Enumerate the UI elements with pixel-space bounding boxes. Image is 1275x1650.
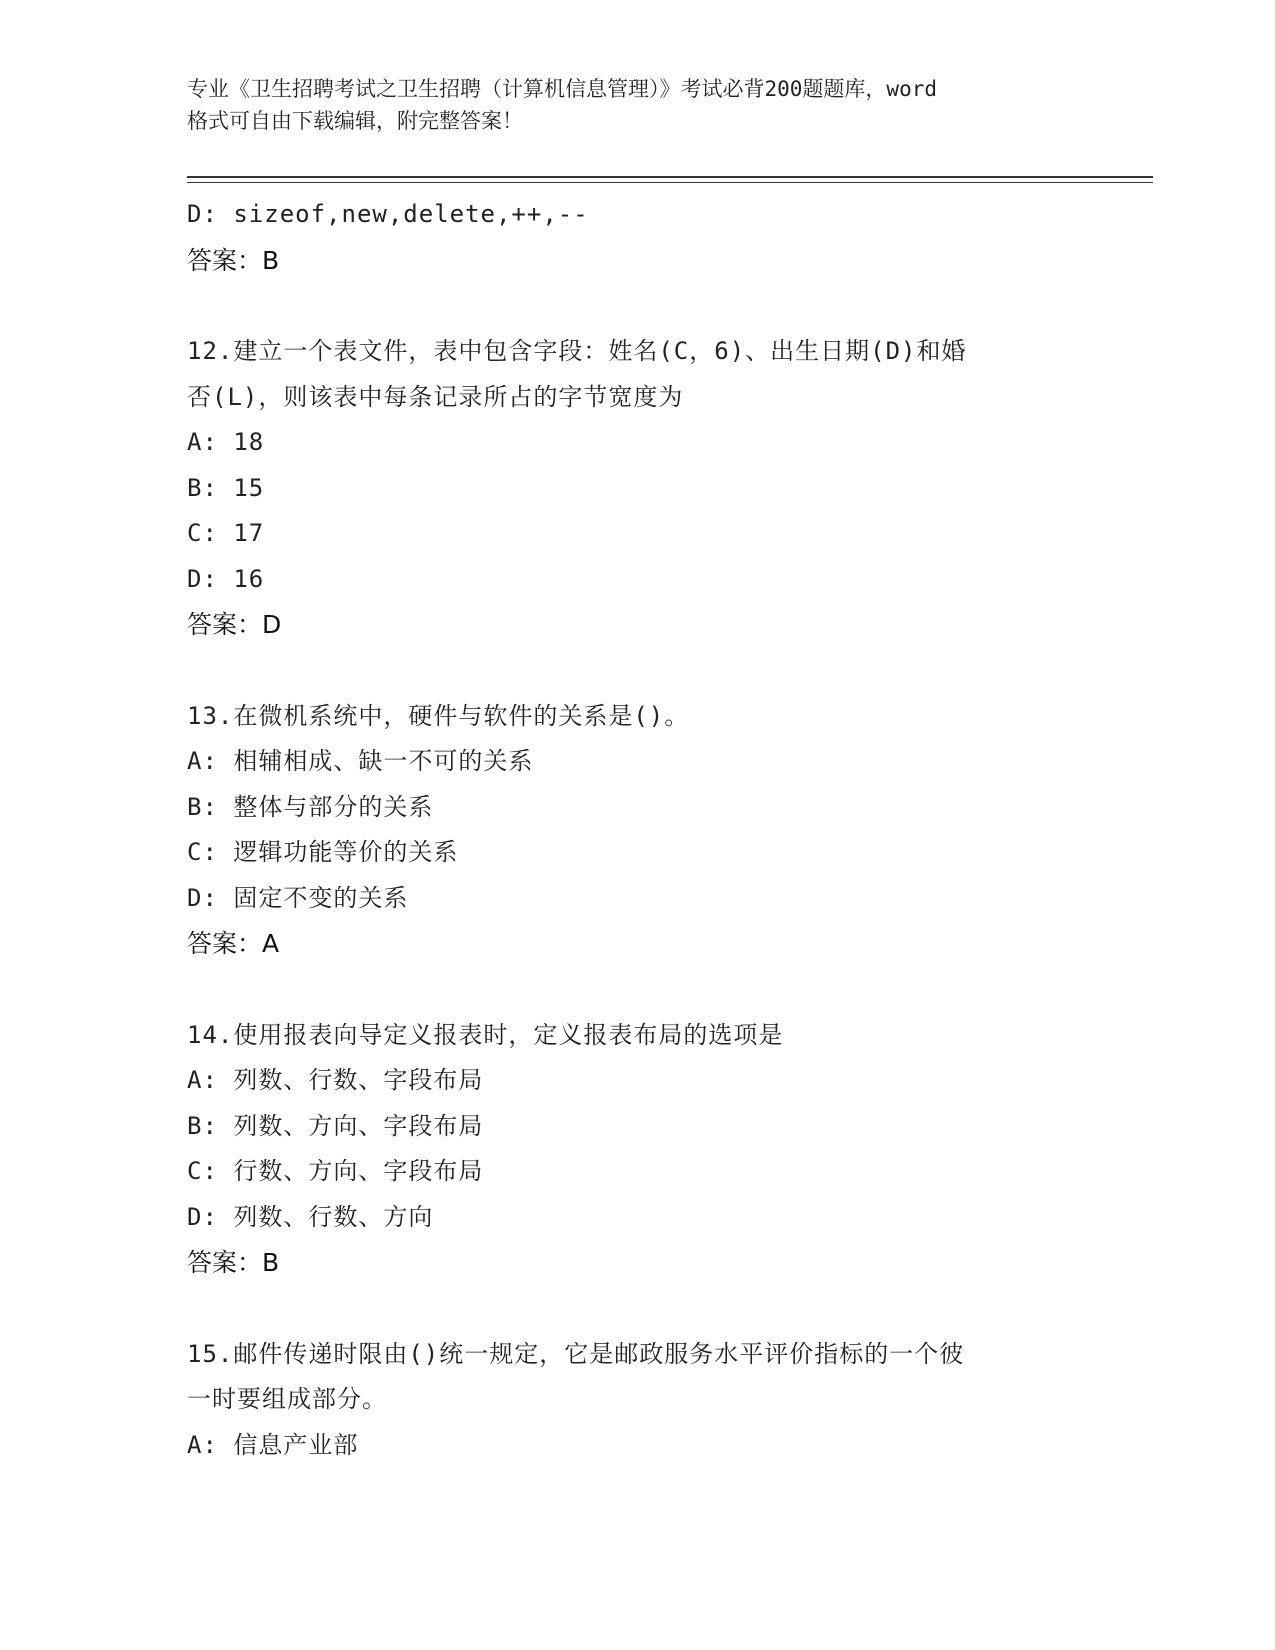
option-c: C: 行数、方向、字段布局 [187,1157,484,1185]
question-stem: 13.在微机系统中，硬件与软件的关系是()。 [187,701,690,730]
question-stem-cont: 一时要组成部分。 [187,1385,387,1413]
question-11-tail [187,192,1087,283]
document-header [187,73,1087,137]
option-b: B: 15 [187,473,265,502]
option-c: C: 逻辑功能等价的关系 [187,838,459,866]
header-line-1: 专业《卫生招聘考试之卫生招聘（计算机信息管理）》考试必背200题题库，word [187,77,937,101]
option-b: B: 列数、方向、字段布局 [187,1111,484,1140]
question-list [187,192,1087,1468]
question-stem: 12.建立一个表文件，表中包含字段：姓名(C，6)、出生日期(D)和婚 [187,337,967,365]
option-d: D: 固定不变的关系 [187,883,409,912]
answer-line: 答案：A [187,929,280,958]
option-d: D: sizeof,new,delete,++,-- [187,200,589,228]
question-14 [187,1013,1087,1286]
answer-line: 答案：D [187,610,282,639]
option-d: D: 列数、行数、方向 [187,1202,434,1231]
question-stem: 15.邮件传递时限由()统一规定，它是邮政服务水平评价指标的一个彼 [187,1339,965,1368]
question-15 [187,1332,1087,1469]
question-13 [187,694,1087,967]
option-d: D: 16 [187,564,265,593]
answer-line: 答案：B [187,245,280,275]
answer-line: 答案：B [187,1248,280,1277]
header-divider-bottom [187,182,1153,183]
question-stem: 14.使用报表向导定义报表时，定义报表布局的选项是 [187,1020,784,1049]
question-12 [187,329,1087,648]
option-c: C: 17 [187,519,265,547]
option-a: A: 相辅相成、缺一不可的关系 [187,747,534,775]
option-a: A: 信息产业部 [187,1430,359,1459]
header-line-2: 格式可自由下载编辑，附完整答案！ [187,109,523,133]
question-stem-cont: 否(L)，则该表中每条记录所占的字节宽度为 [187,382,684,411]
option-a: A: 18 [187,428,265,456]
option-a: A: 列数、行数、字段布局 [187,1066,484,1094]
option-b: B: 整体与部分的关系 [187,792,434,821]
header-divider-top [187,176,1153,178]
